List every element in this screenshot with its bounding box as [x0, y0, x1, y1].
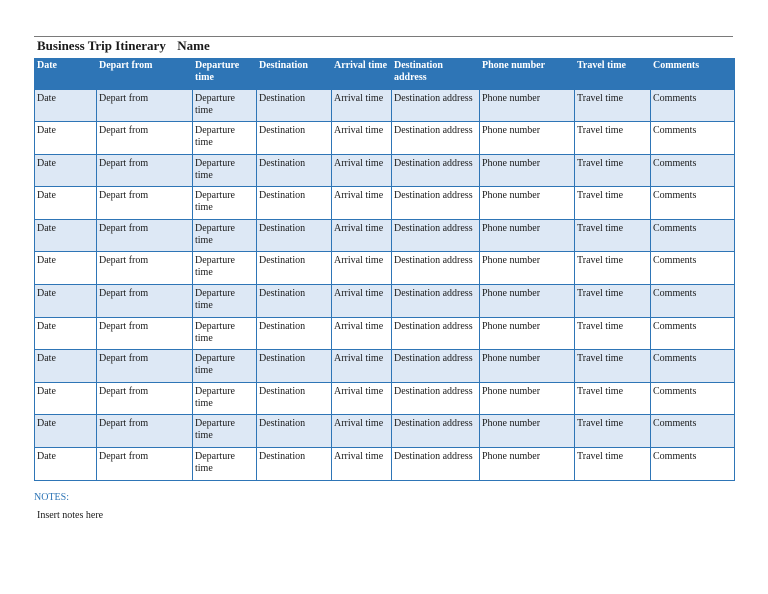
- table-cell[interactable]: Date: [35, 382, 97, 415]
- column-header: Destination: [257, 58, 332, 89]
- table-cell[interactable]: Departure time: [193, 252, 257, 285]
- table-cell[interactable]: Departure time: [193, 382, 257, 415]
- document-header: [37, 38, 217, 55]
- table-cell[interactable]: Travel time: [575, 89, 651, 122]
- table-cell[interactable]: Arrival time: [332, 415, 392, 448]
- table-cell[interactable]: Destination address: [392, 122, 480, 155]
- table-cell[interactable]: Date: [35, 89, 97, 122]
- table-cell[interactable]: Date: [35, 187, 97, 220]
- table-cell[interactable]: Departure time: [193, 285, 257, 318]
- table-cell[interactable]: Comments: [651, 154, 735, 187]
- table-cell[interactable]: Destination: [257, 154, 332, 187]
- table-cell[interactable]: Arrival time: [332, 219, 392, 252]
- column-header: Destination address: [392, 58, 480, 89]
- table-cell[interactable]: Departure time: [193, 154, 257, 187]
- table-cell[interactable]: Destination: [257, 448, 332, 481]
- table-cell[interactable]: Departure time: [193, 448, 257, 481]
- table-cell[interactable]: Depart from: [97, 187, 193, 220]
- table-row: [35, 252, 735, 285]
- itinerary-table: [34, 58, 735, 481]
- table-row: [35, 187, 735, 220]
- column-header: Phone number: [480, 58, 575, 89]
- table-cell[interactable]: Departure time: [193, 219, 257, 252]
- table-cell[interactable]: Comments: [651, 350, 735, 383]
- table-cell[interactable]: Destination address: [392, 382, 480, 415]
- table-cell[interactable]: Depart from: [97, 415, 193, 448]
- table-cell[interactable]: Date: [35, 415, 97, 448]
- table-cell[interactable]: Depart from: [97, 448, 193, 481]
- table-cell[interactable]: Destination address: [392, 285, 480, 318]
- table-cell[interactable]: Destination: [257, 285, 332, 318]
- table-cell[interactable]: Arrival time: [332, 382, 392, 415]
- table-row: [35, 448, 735, 481]
- notes-text[interactable]: Insert notes here: [37, 510, 104, 521]
- table-cell[interactable]: Phone number: [480, 285, 575, 318]
- notes-label: NOTES:: [34, 492, 69, 503]
- table-cell[interactable]: Arrival time: [332, 122, 392, 155]
- table-cell[interactable]: Depart from: [97, 154, 193, 187]
- table-cell[interactable]: Comments: [651, 448, 735, 481]
- table-cell[interactable]: Destination address: [392, 350, 480, 383]
- table-cell[interactable]: Destination address: [392, 317, 480, 350]
- table-row: [35, 219, 735, 252]
- table-cell[interactable]: Phone number: [480, 252, 575, 285]
- table-cell[interactable]: Depart from: [97, 219, 193, 252]
- table-cell[interactable]: Arrival time: [332, 350, 392, 383]
- column-header: Travel time: [575, 58, 651, 89]
- table-cell[interactable]: Destination: [257, 317, 332, 350]
- column-header: Arrival time: [332, 58, 392, 89]
- table-cell[interactable]: Phone number: [480, 350, 575, 383]
- table-cell[interactable]: Arrival time: [332, 154, 392, 187]
- table-cell[interactable]: Travel time: [575, 219, 651, 252]
- table-cell[interactable]: Phone number: [480, 219, 575, 252]
- column-header: Departure time: [193, 58, 257, 89]
- table-cell[interactable]: Travel time: [575, 415, 651, 448]
- table-cell[interactable]: Travel time: [575, 252, 651, 285]
- table-row: [35, 350, 735, 383]
- table-cell[interactable]: Arrival time: [332, 252, 392, 285]
- table-cell[interactable]: Date: [35, 350, 97, 383]
- table-cell[interactable]: Destination address: [392, 154, 480, 187]
- table-cell[interactable]: Date: [35, 122, 97, 155]
- table-cell[interactable]: Travel time: [575, 285, 651, 318]
- table-cell[interactable]: Depart from: [97, 285, 193, 318]
- table-header-row: [35, 58, 735, 89]
- table-cell[interactable]: Destination address: [392, 89, 480, 122]
- column-header: Comments: [651, 58, 735, 89]
- table-cell[interactable]: Destination: [257, 187, 332, 220]
- table-row: [35, 122, 735, 155]
- table-cell[interactable]: Arrival time: [332, 187, 392, 220]
- table-cell[interactable]: Departure time: [193, 187, 257, 220]
- table-cell[interactable]: Destination: [257, 89, 332, 122]
- table-cell[interactable]: Comments: [651, 187, 735, 220]
- table-cell[interactable]: Departure time: [193, 415, 257, 448]
- table-cell[interactable]: Phone number: [480, 317, 575, 350]
- table-cell[interactable]: Phone number: [480, 122, 575, 155]
- column-header: Depart from: [97, 58, 193, 89]
- table-cell[interactable]: Destination address: [392, 415, 480, 448]
- table-row: [35, 317, 735, 350]
- table-cell[interactable]: Comments: [651, 382, 735, 415]
- table-cell[interactable]: Destination: [257, 415, 332, 448]
- table-cell[interactable]: Destination: [257, 122, 332, 155]
- top-rule: [34, 36, 733, 37]
- document-title: Business Trip Itinerary: [37, 38, 166, 53]
- table-cell[interactable]: Departure time: [193, 317, 257, 350]
- table-cell[interactable]: Destination address: [392, 187, 480, 220]
- table-cell[interactable]: Departure time: [193, 89, 257, 122]
- table-cell[interactable]: Depart from: [97, 382, 193, 415]
- table-cell[interactable]: Date: [35, 219, 97, 252]
- table-cell[interactable]: Depart from: [97, 350, 193, 383]
- table-cell[interactable]: Travel time: [575, 154, 651, 187]
- itinerary-body: [35, 89, 735, 480]
- table-cell[interactable]: Destination address: [392, 252, 480, 285]
- table-cell[interactable]: Comments: [651, 122, 735, 155]
- table-cell[interactable]: Comments: [651, 252, 735, 285]
- table-row: [35, 285, 735, 318]
- table-cell[interactable]: Departure time: [193, 122, 257, 155]
- table-cell[interactable]: Destination address: [392, 448, 480, 481]
- table-cell[interactable]: Comments: [651, 219, 735, 252]
- table-cell[interactable]: Destination address: [392, 219, 480, 252]
- table-cell[interactable]: Phone number: [480, 154, 575, 187]
- table-cell[interactable]: Date: [35, 252, 97, 285]
- table-cell[interactable]: Travel time: [575, 448, 651, 481]
- table-cell[interactable]: Travel time: [575, 350, 651, 383]
- table-cell[interactable]: Depart from: [97, 122, 193, 155]
- name-field[interactable]: Name: [177, 38, 210, 53]
- table-cell[interactable]: Comments: [651, 317, 735, 350]
- table-row: [35, 415, 735, 448]
- table-cell[interactable]: Phone number: [480, 415, 575, 448]
- table-cell[interactable]: Depart from: [97, 252, 193, 285]
- table-cell[interactable]: Date: [35, 448, 97, 481]
- table-cell[interactable]: Depart from: [97, 317, 193, 350]
- table-cell[interactable]: Date: [35, 154, 97, 187]
- table-cell[interactable]: Arrival time: [332, 448, 392, 481]
- table-cell[interactable]: Arrival time: [332, 89, 392, 122]
- table-cell[interactable]: Destination: [257, 252, 332, 285]
- table-cell[interactable]: Arrival time: [332, 317, 392, 350]
- table-cell[interactable]: Travel time: [575, 382, 651, 415]
- table-row: [35, 89, 735, 122]
- table-cell[interactable]: Departure time: [193, 350, 257, 383]
- table-cell[interactable]: Travel time: [575, 122, 651, 155]
- table-cell[interactable]: Arrival time: [332, 285, 392, 318]
- table-row: [35, 382, 735, 415]
- table-cell[interactable]: Travel time: [575, 187, 651, 220]
- table-cell[interactable]: Travel time: [575, 317, 651, 350]
- table-cell[interactable]: Destination: [257, 219, 332, 252]
- table-cell[interactable]: Date: [35, 317, 97, 350]
- table-cell[interactable]: Phone number: [480, 448, 575, 481]
- table-cell[interactable]: Phone number: [480, 382, 575, 415]
- column-header: Date: [35, 58, 97, 89]
- table-row: [35, 154, 735, 187]
- table-cell[interactable]: Phone number: [480, 89, 575, 122]
- table-cell[interactable]: Destination: [257, 350, 332, 383]
- table-cell[interactable]: Phone number: [480, 187, 575, 220]
- table-cell[interactable]: Depart from: [97, 89, 193, 122]
- table-cell[interactable]: Comments: [651, 285, 735, 318]
- table-cell[interactable]: Destination: [257, 382, 332, 415]
- table-cell[interactable]: Comments: [651, 415, 735, 448]
- table-cell[interactable]: Date: [35, 285, 97, 318]
- table-cell[interactable]: Comments: [651, 89, 735, 122]
